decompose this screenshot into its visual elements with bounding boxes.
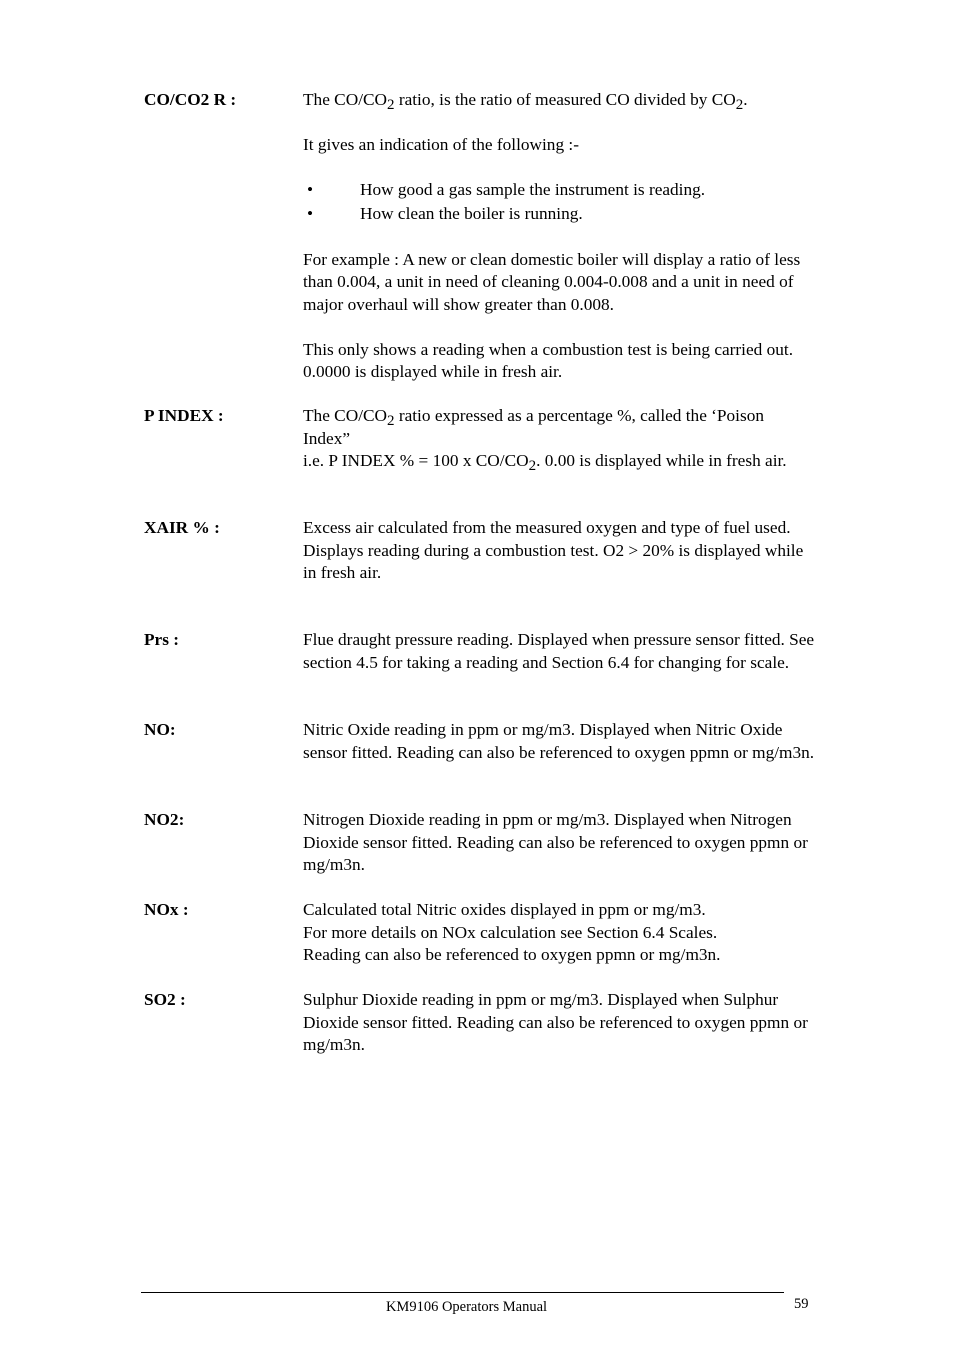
term-label: NOx : (144, 900, 189, 919)
paragraph: It gives an indication of the following :- (303, 135, 579, 154)
bullet-icon: • (307, 203, 314, 223)
list-item-text: How clean the boiler is running. (360, 203, 583, 223)
term-description (303, 629, 815, 674)
term-label: XAIR % : (144, 518, 220, 537)
paragraph: Excess air calculated from the measured oxygen and type of fuel used. (303, 518, 791, 537)
subscript: 2 (387, 413, 395, 429)
page-number: 59 (794, 1296, 809, 1312)
paragraph: Displays reading during a combustion test. O2 > 20% is displayed while in fresh air. (303, 540, 804, 582)
text: The CO/CO (303, 90, 388, 109)
subscript: 2 (387, 97, 395, 113)
subscript: 2 (528, 458, 537, 474)
text: The CO/CO (303, 406, 388, 425)
paragraph: Nitrogen Dioxide reading in ppm or mg/m3. Displayed when Nitrogen Dioxide sensor fitted. Reading can also be referenced to oxygen ppmn or mg/m3n. (303, 810, 808, 874)
paragraph: This only shows a reading when a combustion test is being carried out. 0.0000 is displayed while in fresh air. (303, 339, 794, 381)
text: . 0.00 is displayed while in fresh air. (536, 451, 787, 470)
list-item (303, 203, 815, 227)
paragraph: Reading can also be referenced to oxygen ppmn or mg/m3n. (303, 945, 721, 964)
term-description (303, 89, 815, 384)
text: ratio, is the ratio of measured CO divided by CO (394, 90, 736, 109)
subscript: 2 (735, 97, 744, 113)
paragraph: Calculated total Nitric oxides displayed in ppm or mg/m3. (303, 900, 706, 919)
paragraph: Nitric Oxide reading in ppm or mg/m3. Displayed when Nitric Oxide sensor fitted. Reading can also be referenced to oxygen ppmn or mg/m3n. (303, 720, 815, 762)
bullet-list (303, 179, 815, 226)
footer-manual-title: KM9106 Operators Manual (385, 1299, 548, 1315)
footer-divider (141, 1292, 784, 1293)
paragraph: Sulphur Dioxide reading in ppm or mg/m3. Displayed when Sulphur Dioxide sensor fitted. Reading can also be referenced to oxygen ppmn or mg/m3n. (303, 990, 808, 1054)
paragraph (303, 450, 815, 473)
list-item (303, 179, 815, 203)
text: i.e. P INDEX % = 100 x CO/CO (303, 451, 529, 470)
term-label: P INDEX : (144, 406, 224, 425)
text: . (743, 90, 748, 109)
term-description (303, 405, 815, 473)
paragraph (303, 89, 815, 112)
paragraph: Flue draught pressure reading. Displayed when pressure sensor fitted. See section 4.5 for taking a reading and Section 6.4 for changing for scale. (303, 630, 815, 672)
term-description (303, 899, 815, 967)
list-item-text: How good a gas sample the instrument is reading. (360, 180, 706, 199)
term-description (303, 719, 815, 764)
paragraph (303, 405, 815, 450)
paragraph: For more details on NOx calculation see Section 6.4 Scales. (303, 922, 718, 942)
text: ratio expressed as a percentage %, called the ‘Poison Index” (303, 406, 764, 448)
term-description (303, 517, 815, 585)
term-label: NO2: (144, 810, 185, 829)
term-label: CO/CO2 R : (144, 90, 237, 109)
term-label: Prs : (144, 630, 180, 649)
paragraph: For example : A new or clean domestic boiler will display a ratio of less than 0.004, a unit in need of cleaning 0.004-0.008 and a unit in need of major overhaul will show greater than 0.008. (303, 249, 801, 314)
term-description (303, 989, 815, 1057)
term-label: NO: (144, 720, 176, 739)
bullet-icon: • (307, 180, 314, 199)
term-label: SO2 : (144, 990, 186, 1009)
term-description (303, 809, 815, 877)
